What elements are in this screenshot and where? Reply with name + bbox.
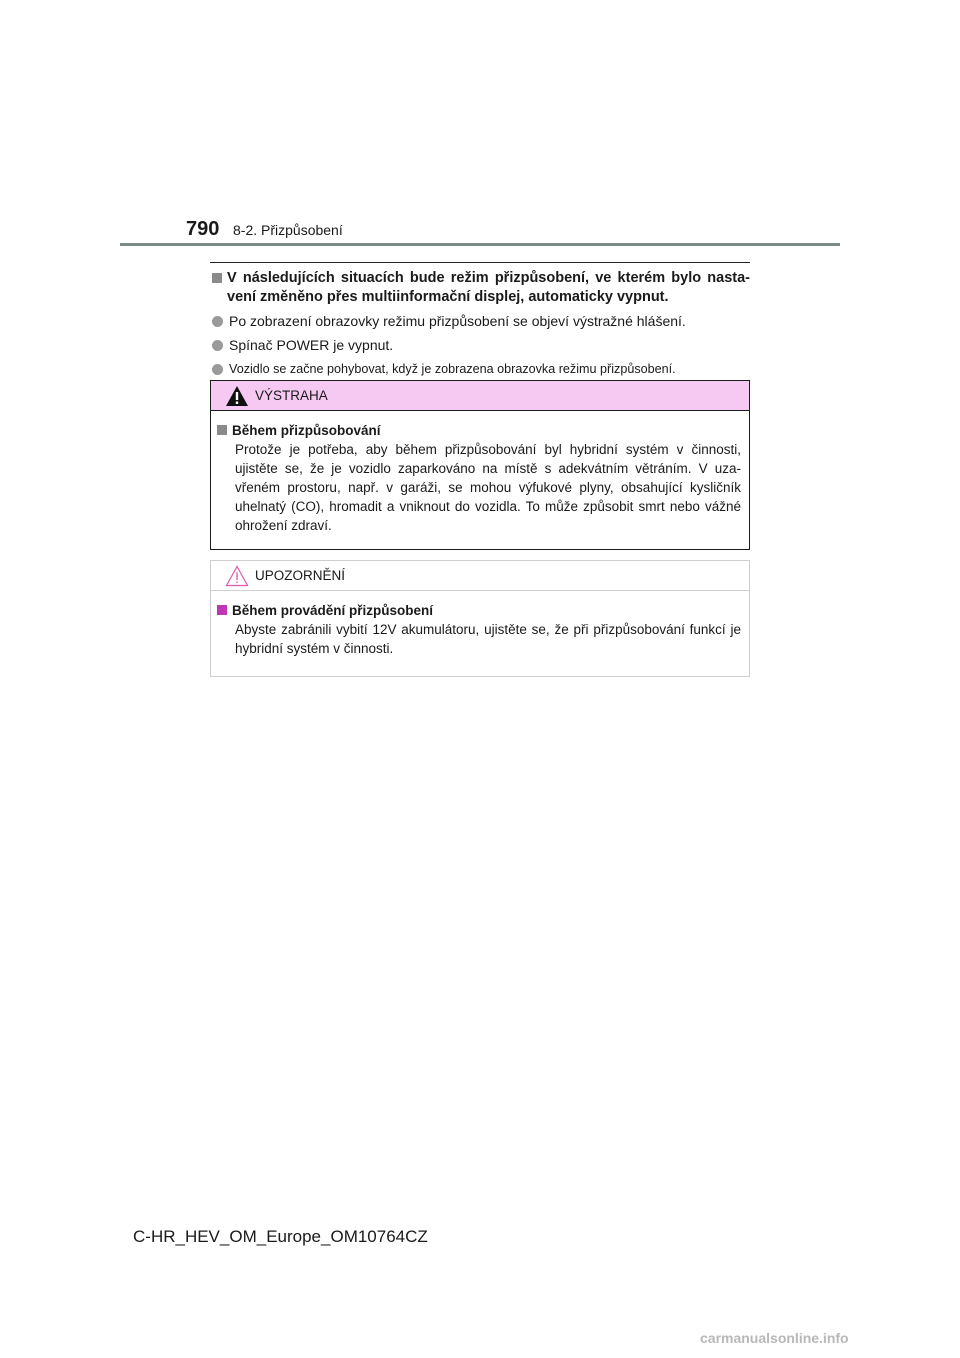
list-item-text: Spínač POWER je vypnut. [229,337,394,353]
warning-subheading [217,421,741,440]
warning-text: Protože je potřeba, aby během přizpůsobování byl hybridní systém v činnosti, ujistěte se, že je vozidlo zaparkováno na místě s adekvátním větráním. V uza-vřeném prostoru, např. v garáži, se mohou výfukové plyny, obsahující kysličník uhelnatý (CO), hromadit a vniknout do vozidla. To může způsobit smrt nebo vážné ohrožení zdraví. [235,442,741,533]
caution-header [211,561,749,591]
header-rule [120,243,840,246]
section-title: 8-2. Přizpůsobení [233,222,343,238]
list-item [212,360,750,379]
list-item-text: Po zobrazení obrazovky režimu přizpůsobení se objeví výstražné hlášení. [229,313,686,329]
caution-body [211,591,749,670]
caution-text: Abyste zabránili vybití 12V akumulátoru, ujistěte se, že při přizpůsobování funkcí je hybridní systém v činnosti. [235,622,741,656]
caution-triangle-icon [225,565,249,587]
topic-heading [210,269,750,307]
topic-heading-text: V následujících situacích bude režim přizpůsobení, ve kterém bylo nasta-vení změněno přes multiinformační displej, automaticky vypnut. [227,270,750,305]
list-item-text: Vozidlo se začne pohybovat, když je zobrazena obrazovka režimu přizpůsobení. [229,362,676,376]
circle-bullet-icon [212,340,223,351]
list-item [212,312,750,331]
warning-body [211,411,749,547]
page-number: 790 [186,218,220,240]
caution-subheading [217,601,741,620]
circle-bullet-icon [212,316,223,327]
warning-title: VÝSTRAHA [255,388,328,403]
warning-subheading-text: Během přizpůsobování [232,423,381,438]
warning-box [210,380,750,550]
square-bullet-icon [217,605,227,615]
topic-section [210,262,750,379]
caution-subheading-text: Během provádění přizpůsobení [232,603,434,618]
warning-header [211,381,749,411]
document-id: C-HR_HEV_OM_Europe_OM10764CZ [133,1227,428,1246]
warning-triangle-icon [225,385,249,407]
circle-bullet-icon [212,364,223,375]
caution-box [210,560,750,677]
square-bullet-icon [217,425,227,435]
caution-title: UPOZORNĚNÍ [255,568,346,583]
square-bullet-icon [212,273,222,283]
watermark: carmanualsonline.info [700,1330,849,1346]
list-item [212,336,750,355]
